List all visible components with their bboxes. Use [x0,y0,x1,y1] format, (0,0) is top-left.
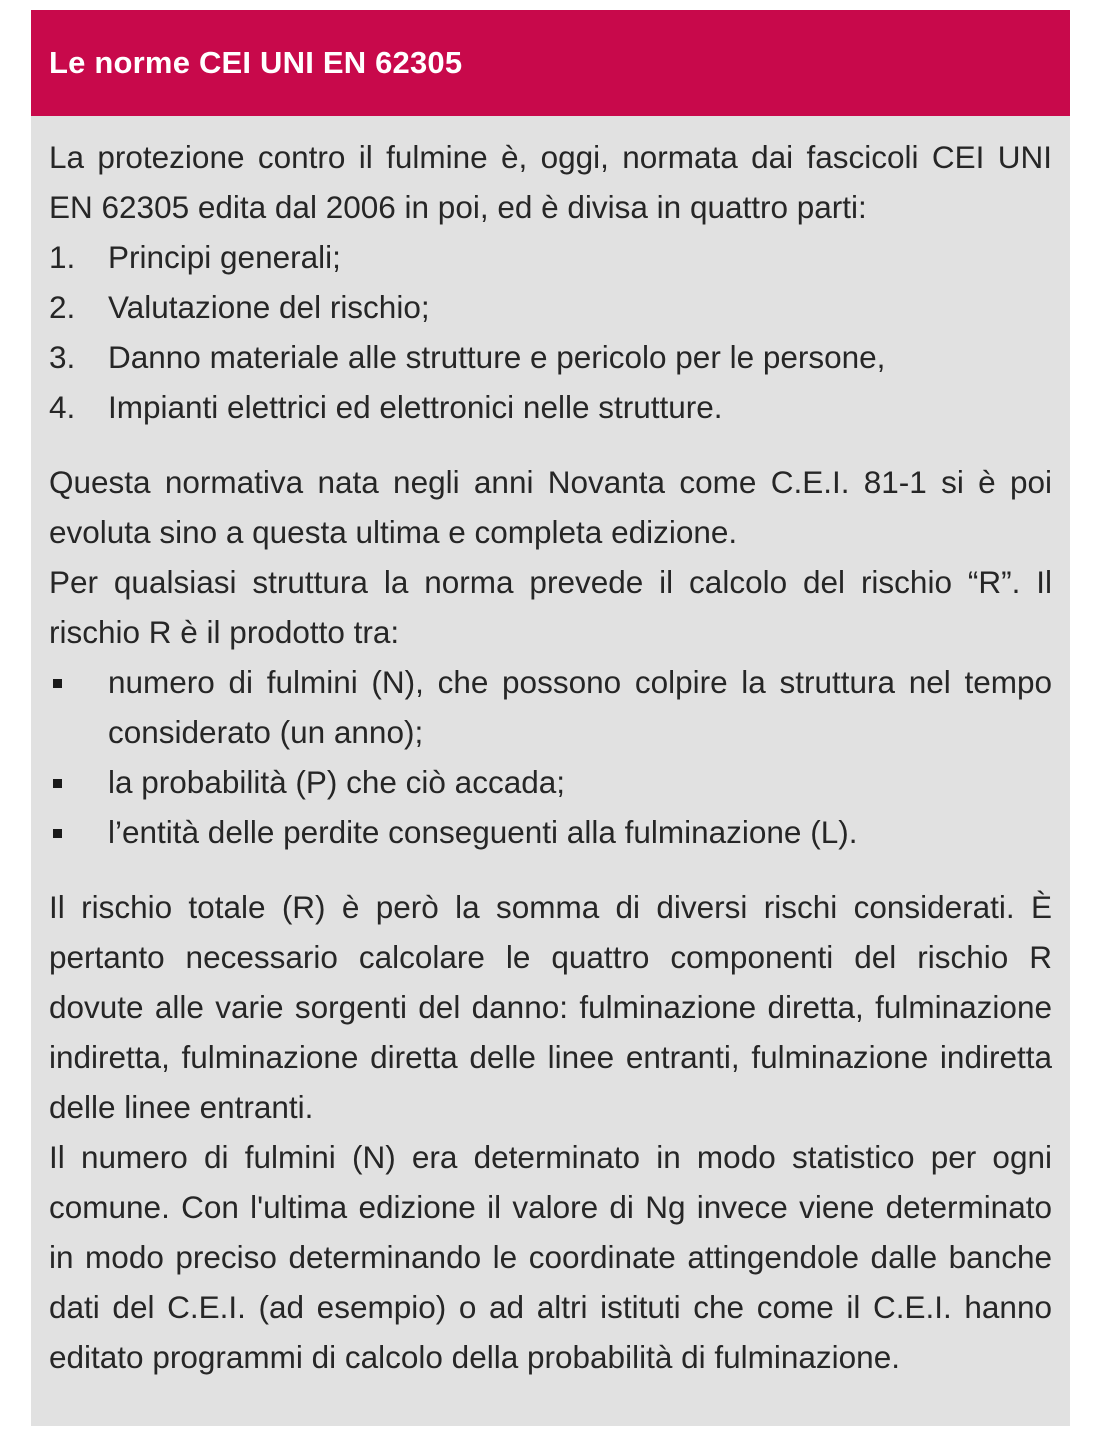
list-item [49,382,1052,432]
list-item [49,232,1052,282]
spacer [49,857,1052,882]
list-item-text: Principi generali; [108,239,341,275]
box-content [31,116,1070,1382]
list-item-text: Danno materiale alle strutture e pericolo per le persone, [108,339,886,375]
history-paragraph: Questa normativa nata negli anni Novanta come C.E.I. 81-1 si è poi evoluta sino a questa ultima e completa edizione. [49,464,1052,550]
bullet-item [49,757,1052,807]
bullet-square-icon [49,807,108,857]
list-number: 1. [49,239,76,275]
total-risk-paragraph: Il rischio totale (R) è però la somma di diversi rischi considerati. È pertanto necessario calcolare le quattro componenti del rischio R dovute alle varie sorgenti del danno: fulminazione diretta, fulminazione indiretta, fulminazione diretta delle linee entranti, fulminazione indiretta delle linee entranti. [49,889,1052,1125]
list-item [49,332,1052,382]
list-item [49,282,1052,332]
bullet-item-text: l’entità delle perdite conseguenti alla fulminazione (L). [108,814,858,850]
bullet-item [49,657,1052,757]
bullet-item-text: la probabilità (P) che ciò accada; [108,764,565,800]
bullet-square-icon [49,757,108,807]
risk-intro-paragraph: Per qualsiasi struttura la norma prevede il calcolo del rischio “R”. Il rischio R è il prodotto tra: [49,564,1052,650]
bullet-item [49,807,1052,857]
list-item-text: Impianti elettrici ed elettronici nelle strutture. [108,389,723,425]
list-number: 3. [49,339,76,375]
bullet-square-icon [49,657,108,707]
bullet-item-text: numero di fulmini (N), che possono colpire la struttura nel tempo considerato (un anno); [108,664,1052,750]
spacer [49,432,1052,457]
intro-paragraph: La protezione contro il fulmine è, oggi, normata dai fascicoli CEI UNI EN 62305 edita dal 2006 in poi, ed è divisa in quattro parti: [49,139,1052,225]
info-box [31,10,1070,1426]
lightning-count-paragraph: Il numero di fulmini (N) era determinato in modo statistico per ogni comune. Con l'ultima edizione il valore di Ng invece viene determinato in modo preciso determinando le coordinate attingendole dalle banche dati del C.E.I. (ad esempio) o ad altri istituti che come il C.E.I. hanno editato programmi di calcolo della probabilità di fulminazione. [49,1139,1052,1375]
list-number: 2. [49,289,76,325]
list-item-text: Valutazione del rischio; [108,289,430,325]
list-number: 4. [49,389,76,425]
box-title: Le norme CEI UNI EN 62305 [31,10,1070,116]
